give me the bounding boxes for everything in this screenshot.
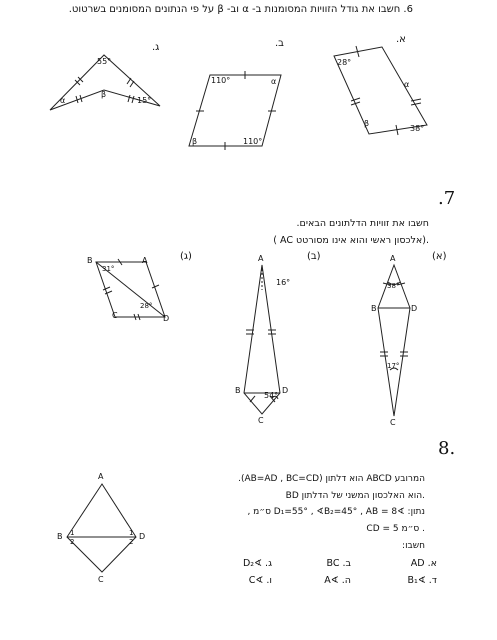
q8-answer-e: ה. ∢A [324, 575, 351, 586]
q8-angle-b1: 1 [70, 529, 75, 537]
q8-angle-d1: 1 [129, 529, 134, 537]
q7-b-label-A: A [258, 254, 264, 263]
q8-label-D: D [139, 532, 146, 541]
q7-a-label-B: B [371, 304, 377, 313]
q7-b-label-B: B [235, 386, 241, 395]
q6-b-angle-br: 110° [243, 137, 263, 146]
q7-b-label-D: D [282, 386, 289, 395]
q8-answer-c: ג. ∢D₂ [242, 558, 272, 569]
q7-a-label-D: D [411, 304, 418, 313]
q7-part-b: (ב) [307, 251, 321, 262]
q7-c-label-A: A [142, 256, 148, 265]
q6-b-angle-tl: 110° [211, 76, 231, 85]
q6-c-angle-right: 15° [137, 96, 152, 105]
q8-angle-b2: 2 [70, 538, 75, 546]
q8-label-A: A [98, 472, 104, 481]
q7-part-c: (ג) [180, 251, 192, 262]
q6-a-beta: β [364, 119, 370, 128]
q7-a-angle-bottom: 17° [387, 362, 400, 370]
q6-c-alpha: α [60, 96, 66, 105]
q6-b-alpha: α [271, 77, 277, 86]
q8-line1: המרובע ABCD הוא דלתון (AB=AD , BC=CD). [238, 474, 425, 484]
q7-part-a: (א) [432, 251, 447, 262]
q7-line1: חשבו את זוויות הדלתונים הבאים. [296, 218, 429, 229]
q8-line4: CD = 5 ס״מ . [366, 524, 425, 534]
q7-b-angle-top: 16° [276, 278, 291, 287]
q7-c-angle-28: 28° [140, 302, 153, 310]
part-label-a: א. [396, 34, 406, 45]
q8-answer-b: ב. BC [326, 558, 351, 569]
part-label-c: ג. [152, 42, 160, 53]
question-8-number: 8. [438, 438, 456, 459]
q6-a-angle-bottom: 38° [410, 124, 425, 133]
q7-a-label-C: C [390, 418, 396, 427]
q8-label-B: B [57, 532, 63, 541]
q6-b-beta: β [192, 137, 198, 146]
q8-answer-d: ד. ∢B₁ [407, 575, 437, 586]
q6-c-beta: β [101, 90, 107, 99]
q7-c-label-B: B [87, 256, 93, 265]
q7-c-label-C: C [112, 311, 118, 320]
question-7-number: .7 [438, 188, 456, 209]
q8-line2: BD הוא האלכסון המשני של הדלתון. [285, 491, 425, 501]
q8-kite [67, 484, 136, 572]
q7-a-angle-top: 38° [387, 282, 400, 290]
q7-line2: ( AC אלכסון ראשי והוא אינו מסורטט). [273, 235, 429, 246]
q6-a-angle-top: 28° [337, 58, 352, 67]
q7-b-angle-d: 54° [264, 391, 279, 400]
q8-label-C: C [98, 575, 104, 584]
q6-c-angle-top: 55° [97, 57, 112, 66]
q8-angle-d2: 2 [129, 538, 134, 546]
q7-b-label-C: C [258, 416, 264, 425]
q6-a-alpha: α [404, 80, 410, 89]
q8-calc-label: חשבו: [402, 541, 425, 551]
q7-c-label-D: D [163, 314, 170, 323]
q7-c-angle-31: 31° [102, 265, 115, 273]
q8-line3: נתון: ∢D₁=55° , ∢B₂=45° , AB = 8 ס״מ , [247, 507, 425, 517]
q7-a-label-A: A [390, 254, 396, 263]
part-label-b: ב. [275, 38, 284, 49]
q8-answer-a: א. AD [410, 558, 437, 569]
question-6-text: 6. חשבו את גודל הזוויות המסומנות ב- α וב- β על פי הנתונים המסומנים בשרטוט. [68, 4, 413, 15]
q8-answer-f: ו. ∢C [248, 575, 272, 586]
